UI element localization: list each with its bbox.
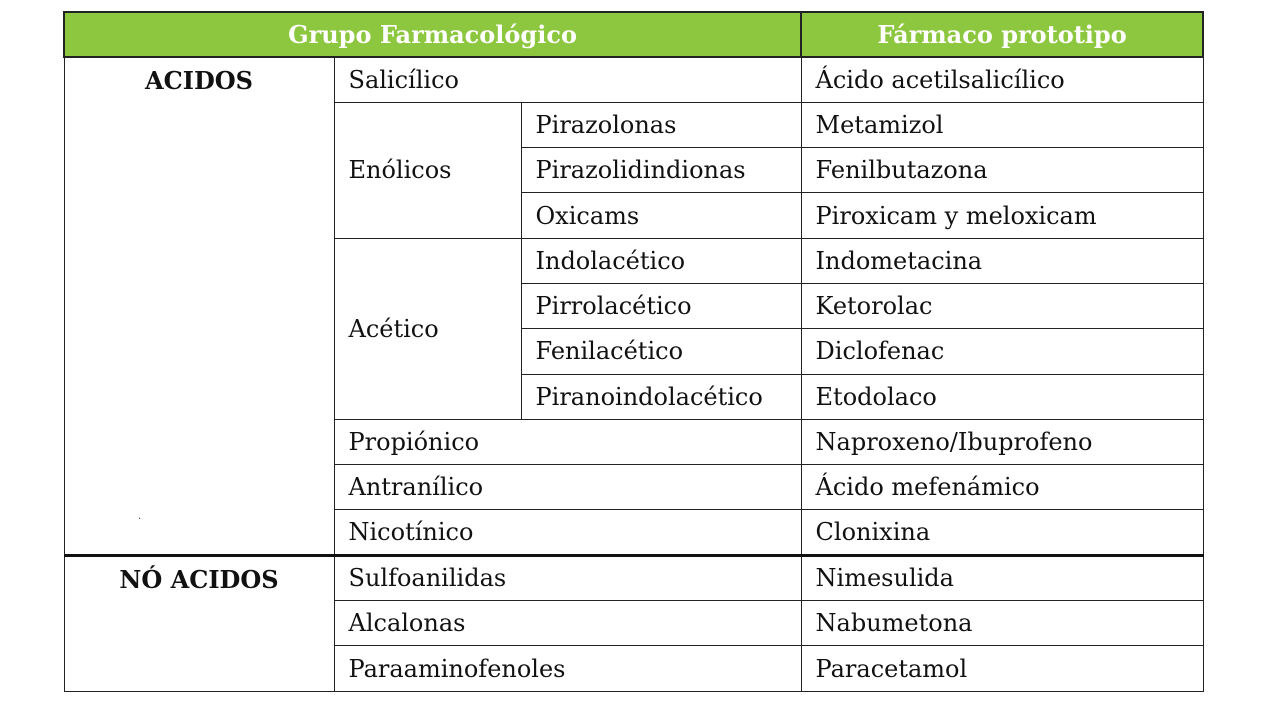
subclass-cell: Fenilacético [521,329,801,374]
class-cell: Acético [334,238,521,419]
drug-cell: Metamizol [801,102,1203,147]
drug-cell: Nabumetona [801,601,1203,646]
drug-cell: Fenilbutazona [801,148,1203,193]
class-cell: Paraaminofenoles [334,646,801,691]
drug-cell: Ketorolac [801,283,1203,328]
subclass-cell: Pirazolidindionas [521,148,801,193]
drug-cell: Paracetamol [801,646,1203,691]
drug-cell: Diclofenac [801,329,1203,374]
drug-cell: Clonixina [801,510,1203,555]
table-header-row [64,12,1203,57]
subclass-cell: Indolacético [521,238,801,283]
class-cell: Propiónico [334,419,801,464]
subclass-cell: Piranoindolacético [521,374,801,419]
subclass-cell: Pirrolacético [521,283,801,328]
drug-cell: Naproxeno/Ibuprofeno [801,419,1203,464]
drug-cell: Piroxicam y meloxicam [801,193,1203,238]
class-cell: Antranílico [334,465,801,510]
class-cell: Salicílico [334,57,801,102]
drug-cell: Indometacina [801,238,1203,283]
class-cell: Alcalonas [334,601,801,646]
class-cell: Enólicos [334,102,521,238]
class-cell: Nicotínico [334,510,801,555]
section-acidos: ACIDOS [64,57,334,555]
drug-cell: Etodolaco [801,374,1203,419]
section-no-acidos: NÓ ACIDOS [64,555,334,691]
table-row [64,57,1203,102]
drug-cell: Ácido acetilsalicílico [801,57,1203,102]
subclass-cell: Oxicams [521,193,801,238]
drug-cell: Nimesulida [801,555,1203,600]
subclass-cell: Pirazolonas [521,102,801,147]
nsaid-table [63,11,1204,692]
drug-cell: Ácido mefenámico [801,465,1203,510]
class-cell: Sulfoanilidas [334,555,801,600]
table-row [64,555,1203,600]
header-drug: Fármaco prototipo [801,12,1203,57]
stray-dot: · [138,514,142,525]
header-group: Grupo Farmacológico [64,12,801,57]
drug-classification-table [63,11,1202,701]
